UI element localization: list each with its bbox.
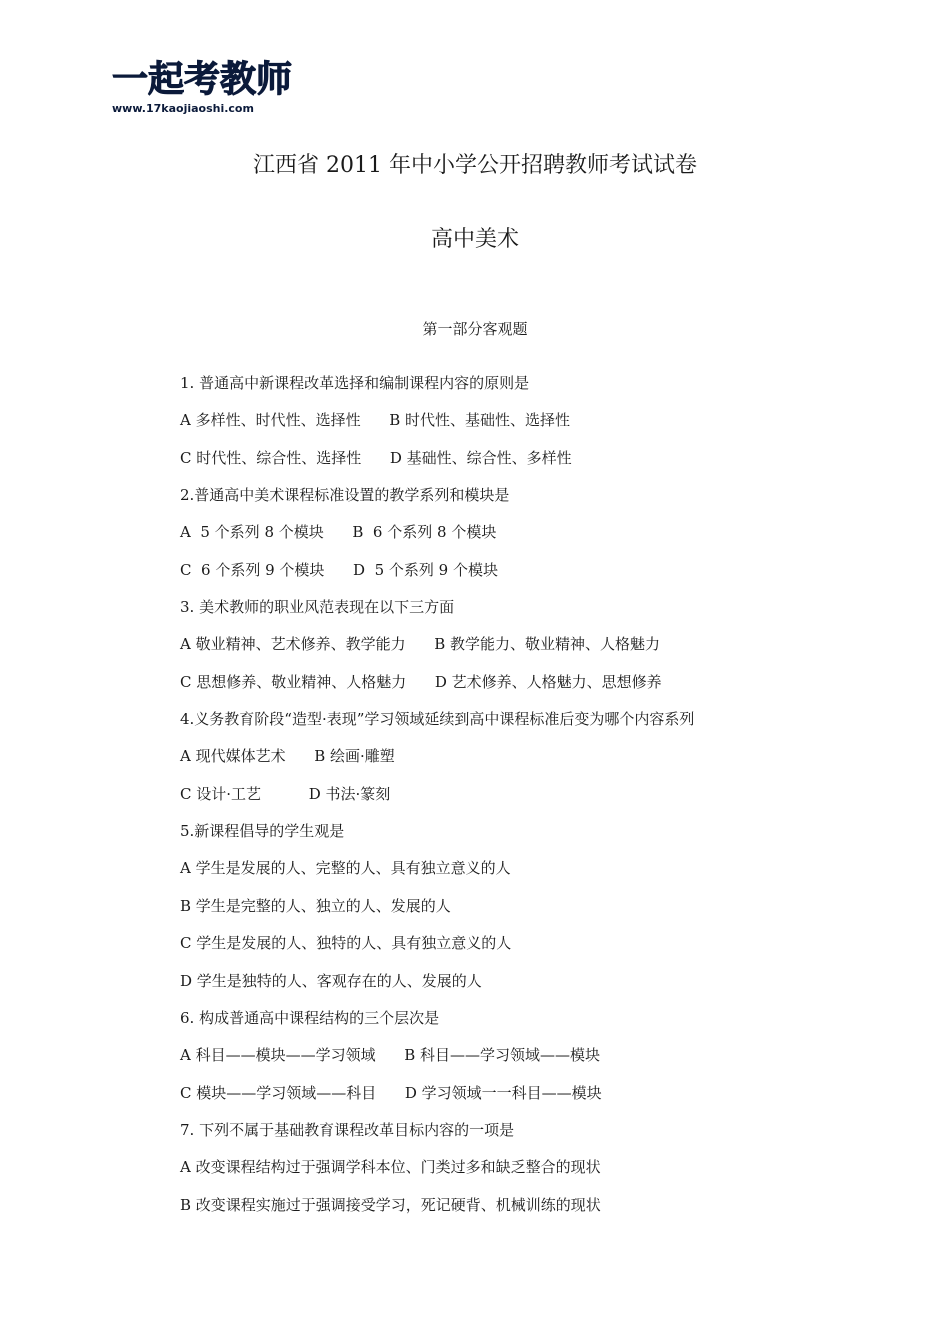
option-line: C 思想修养、敬业精神、人格魅力 D 艺术修养、人格魅力、思想修养 (180, 672, 662, 691)
section-heading: 第一部分客观题 (422, 320, 528, 338)
question-list (180, 372, 880, 1231)
logo-brand: 一起考教师 (112, 59, 293, 100)
question-line: 7. 下列不属于基础教育课程改革目标内容的一项是 (180, 1120, 515, 1139)
option-line: C 学生是发展的人、独特的人、具有独立意义的人 (180, 934, 512, 953)
option-line: A 敬业精神、艺术修养、教学能力 B 教学能力、敬业精神、人格魅力 (180, 635, 661, 654)
document-title: 江西省 2011 年中小学公开招聘教师考试试卷 (253, 153, 697, 178)
option-line: A 改变课程结构过于强调学科本位、门类过多和缺乏整合的现状 (180, 1158, 601, 1177)
document-subject: 高中美术 (430, 227, 519, 252)
option-line: C 设计·工艺 D 书法·篆刻 (180, 784, 391, 803)
option-line: D 学生是独特的人、客观存在的人、发展的人 (180, 971, 482, 990)
logo-url: www.17kaojiaoshi.com (112, 102, 254, 115)
question-line: 3. 美术教师的职业风范表现在以下三方面 (180, 598, 455, 617)
question-line: 2.普通高中美术课程标准设置的教学系列和模块是 (180, 486, 510, 505)
question-line: 1. 普通高中新课程改革选择和编制课程内容的原则是 (180, 374, 530, 392)
option-line: C 时代性、综合性、选择性 D 基础性、综合性、多样性 (180, 448, 572, 467)
option-line: A 科目——模块——学习领域 B 科目——学习领域——模块 (180, 1046, 601, 1065)
option-line: A 多样性、时代性、选择性 B 时代性、基础性、选择性 (180, 411, 571, 430)
option-line: A 学生是发展的人、完整的人、具有独立意义的人 (180, 859, 511, 878)
question-line: 6. 构成普通高中课程结构的三个层次是 (180, 1008, 440, 1027)
option-line: C 6 个系列 9 个模块 D 5 个系列 9 个模块 (180, 560, 498, 579)
option-line: A 5 个系列 8 个模块 B 6 个系列 8 个模块 (180, 523, 497, 542)
logo (112, 59, 293, 115)
option-line: B 改变课程实施过于强调接受学习，死记硬背、机械训练的现状 (180, 1195, 601, 1214)
option-line: C 模块——学习领域——科目 D 学习领域一一科目——模块 (180, 1083, 602, 1102)
option-line: B 学生是完整的人、独立的人、发展的人 (180, 896, 451, 915)
option-line: A 现代媒体艺术 B 绘画·雕塑 (180, 747, 395, 766)
question-line: 5.新课程倡导的学生观是 (180, 822, 345, 841)
question-line: 4.义务教育阶段“造型·表现”学习领域延续到高中课程标准后变为哪个内容系列 (180, 710, 695, 729)
